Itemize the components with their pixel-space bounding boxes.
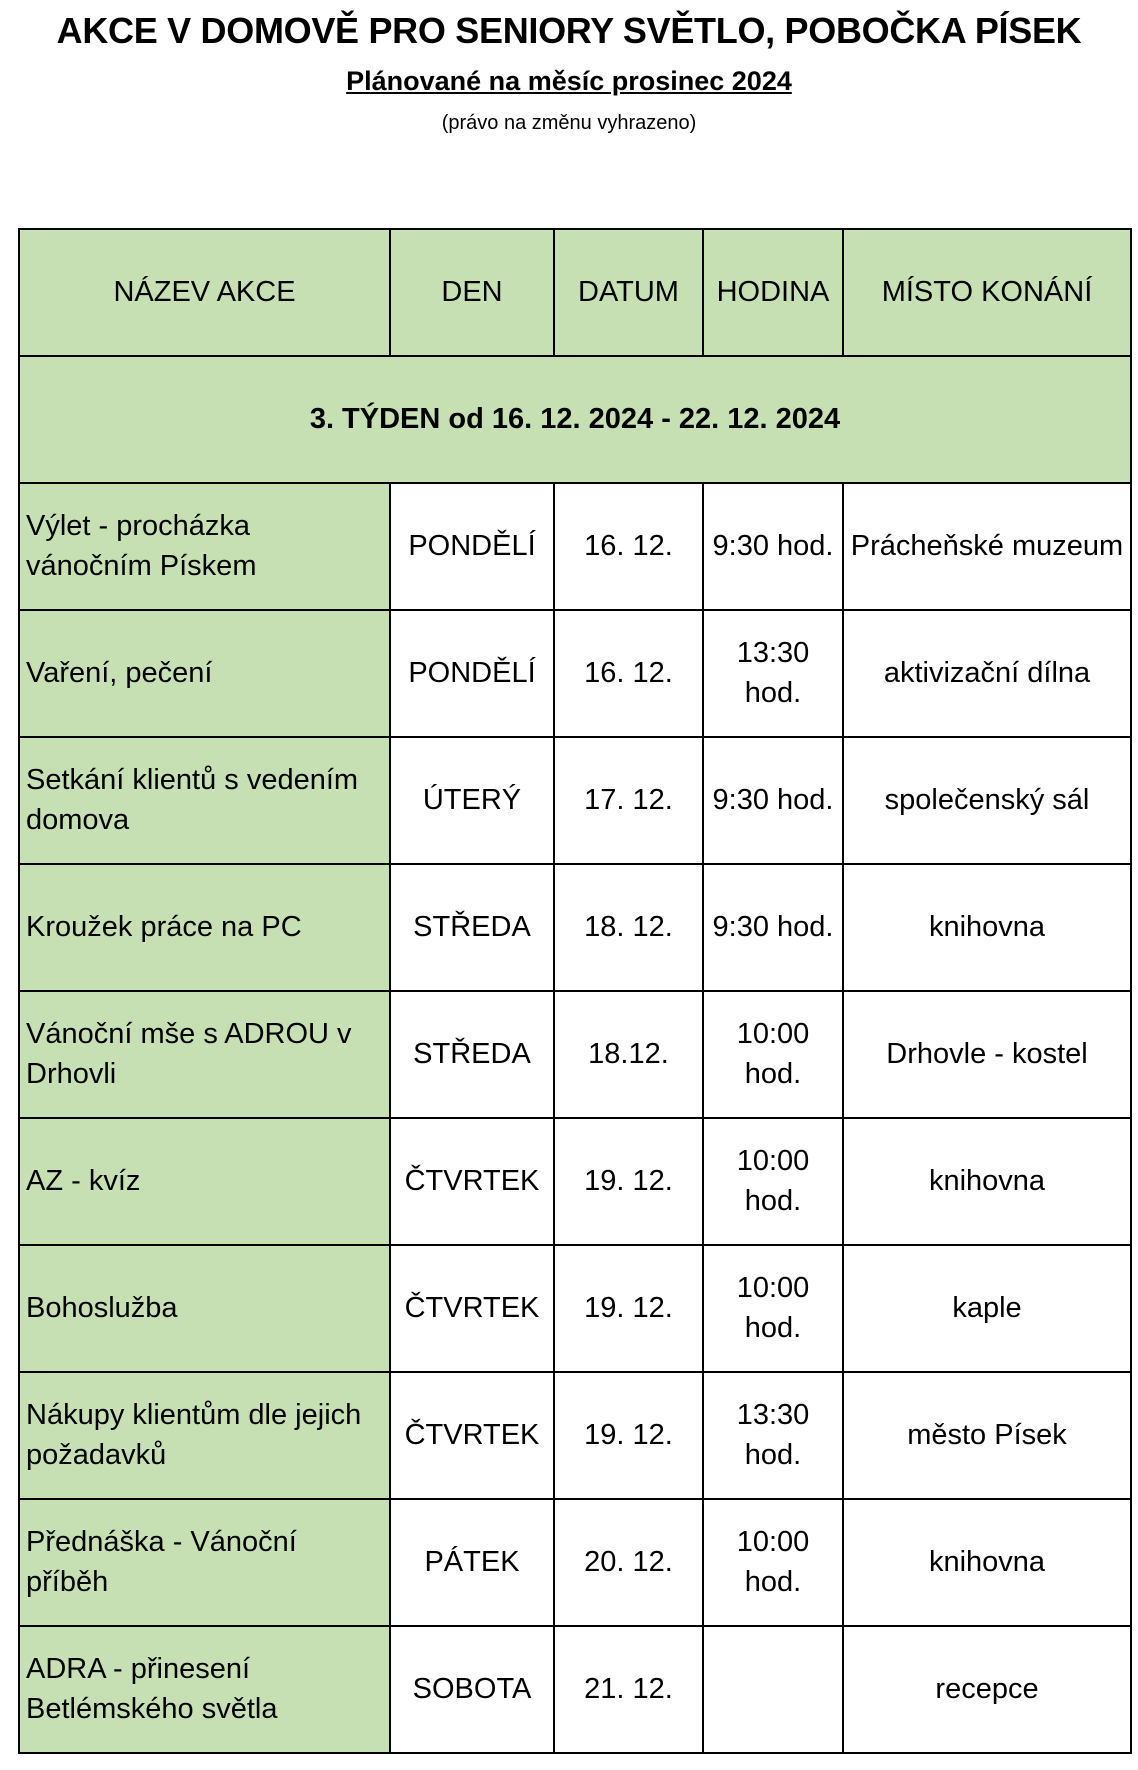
event-time: 13:30 hod.: [703, 1372, 843, 1499]
event-place: knihovna: [843, 864, 1131, 991]
table-row: [19, 1626, 1131, 1753]
table-row: [19, 483, 1131, 610]
event-date: 19. 12.: [554, 1245, 703, 1372]
event-date: 19. 12.: [554, 1118, 703, 1245]
table-header-row: [19, 229, 1131, 356]
page-subtitle: Plánované na měsíc prosinec 2024: [346, 66, 792, 96]
page-title: AKCE V DOMOVĚ PRO SENIORY SVĚTLO, POBOČKA PÍSEK: [56, 10, 1082, 51]
week-label: 3. TÝDEN od 16. 12. 2024 - 22. 12. 2024: [19, 356, 1131, 483]
event-time: 13:30 hod.: [703, 610, 843, 737]
event-day: ČTVRTEK: [390, 1245, 554, 1372]
event-name: Výlet - procházka vánočním Pískem: [19, 483, 390, 610]
event-date: 19. 12.: [554, 1372, 703, 1499]
event-place: recepce: [843, 1626, 1131, 1753]
event-time: 9:30 hod.: [703, 864, 843, 991]
event-name: AZ - kvíz: [19, 1118, 390, 1245]
event-place: město Písek: [843, 1372, 1131, 1499]
column-header-day: DEN: [390, 229, 554, 356]
event-day: PÁTEK: [390, 1499, 554, 1626]
event-day: ČTVRTEK: [390, 1118, 554, 1245]
event-date: 20. 12.: [554, 1499, 703, 1626]
table-row: [19, 737, 1131, 864]
event-day: PONDĚLÍ: [390, 483, 554, 610]
change-note: (právo na změnu vyhrazeno): [441, 112, 697, 134]
event-place: aktivizační dílna: [843, 610, 1131, 737]
event-day: SOBOTA: [390, 1626, 554, 1753]
event-date: 16. 12.: [554, 483, 703, 610]
table-row: [19, 864, 1131, 991]
event-place: Prácheňské muzeum: [843, 483, 1131, 610]
table-row: [19, 1499, 1131, 1626]
event-time: 10:00 hod.: [703, 991, 843, 1118]
event-date: 18.12.: [554, 991, 703, 1118]
event-place: knihovna: [843, 1499, 1131, 1626]
table-row: [19, 1118, 1131, 1245]
table-row: [19, 1245, 1131, 1372]
table-row: [19, 991, 1131, 1118]
column-header-name: NÁZEV AKCE: [19, 229, 390, 356]
event-time: 9:30 hod.: [703, 737, 843, 864]
event-name: Vaření, pečení: [19, 610, 390, 737]
week-row: [19, 356, 1131, 483]
event-name: Nákupy klientům dle jejich požadavků: [19, 1372, 390, 1499]
event-place: Drhovle - kostel: [843, 991, 1131, 1118]
event-date: 21. 12.: [554, 1626, 703, 1753]
column-header-place: MÍSTO KONÁNÍ: [843, 229, 1131, 356]
event-date: 18. 12.: [554, 864, 703, 991]
event-date: 17. 12.: [554, 737, 703, 864]
events-table: [18, 228, 1132, 1754]
event-name: Přednáška - Vánoční příběh: [19, 1499, 390, 1626]
event-place: knihovna: [843, 1118, 1131, 1245]
event-day: ÚTERÝ: [390, 737, 554, 864]
event-time: 10:00 hod.: [703, 1499, 843, 1626]
event-day: STŘEDA: [390, 991, 554, 1118]
column-header-time: HODINA: [703, 229, 843, 356]
table-row: [19, 1372, 1131, 1499]
event-day: PONDĚLÍ: [390, 610, 554, 737]
event-name: ADRA - přinesení Betlémského světla: [19, 1626, 390, 1753]
event-time: 10:00 hod.: [703, 1118, 843, 1245]
event-time: 9:30 hod.: [703, 483, 843, 610]
event-place: společenský sál: [843, 737, 1131, 864]
event-name: Bohoslužba: [19, 1245, 390, 1372]
event-name: Setkání klientů s vedením domova: [19, 737, 390, 864]
column-header-date: DATUM: [554, 229, 703, 356]
event-date: 16. 12.: [554, 610, 703, 737]
event-time: [703, 1626, 843, 1753]
event-day: STŘEDA: [390, 864, 554, 991]
event-place: kaple: [843, 1245, 1131, 1372]
event-name: Kroužek práce na PC: [19, 864, 390, 991]
table-row: [19, 610, 1131, 737]
event-name: Vánoční mše s ADROU v Drhovli: [19, 991, 390, 1118]
event-day: ČTVRTEK: [390, 1372, 554, 1499]
event-time: 10:00 hod.: [703, 1245, 843, 1372]
